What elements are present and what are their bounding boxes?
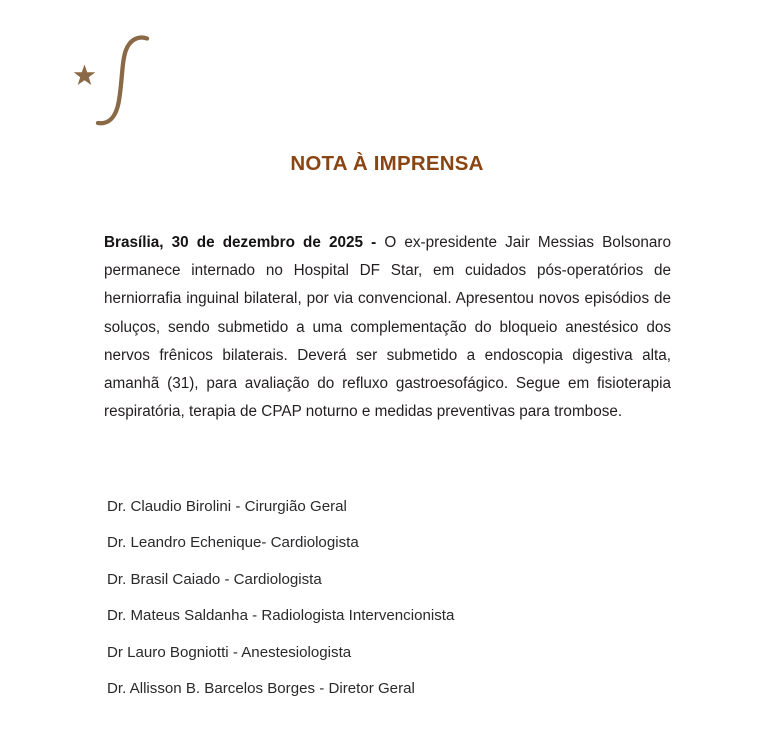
signature-list (107, 497, 707, 698)
list-item: Dr. Claudio Birolini - Cirurgião Geral (107, 498, 347, 515)
integral-symbol-icon (98, 38, 147, 124)
star-icon (74, 65, 96, 86)
press-release-paragraph (104, 229, 671, 426)
list-item: Dr. Leandro Echenique- Cardiologista (107, 534, 359, 552)
list-item: Dr. Mateus Saldanha - Radiologista Intervencionista (107, 607, 455, 625)
list-item: Dr Lauro Bogniotti - Anestesiologista (107, 643, 352, 661)
body-text-block (104, 229, 671, 426)
page-title: NOTA À IMPRENSA (290, 152, 484, 175)
list-item: Dr. Allisson B. Barcelos Borges - Diretor Geral (107, 679, 415, 697)
paragraph-body: O ex-presidente Jair Messias Bolsonaro permanece internado no Hospital DF Star, em cuidados pós-operatórios de herniorrafia inguinal bilateral, por via convencional. Apresentou novos episódios de soluços, sendo submetido a uma complementação do bloqueio anestésico dos nervos frênicos bilaterais. Deverá ser submetido a endoscopia digestiva alta, amanhã (31), para avaliação do refluxo gastroesofágico. Segue em fisioterapia respiratória, terapia de CPAP noturno e medidas preventivas para trombose. (104, 234, 671, 421)
list-item: Dr. Brasil Caiado - Cardiologista (107, 570, 322, 588)
dateline-lead: Brasília, 30 de dezembro de 2025 - (104, 234, 377, 251)
letterhead-logo (64, 24, 164, 132)
